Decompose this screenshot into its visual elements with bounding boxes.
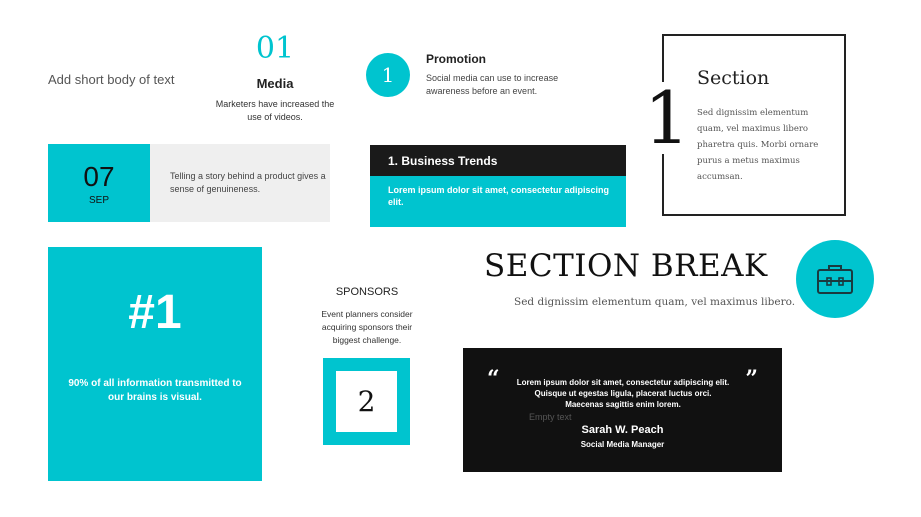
placeholder-text: Empty text [529,412,572,422]
testimonial-text: Lorem ipsum dolor sit amet, consectetur adipiscing elit. Quisque ut egestas ligula, placerat luctus orci. Maecenas sagittis enim lorem. [516,378,730,409]
stat-text: 90% of all information transmitted to our brains is visual. [68,378,242,403]
promotion-number-circle: 1 [366,53,410,97]
promotion-body: Social media can use to increase awareness before an event. [426,73,559,96]
media-title: Media [256,76,294,91]
testimonial-role: Social Media Manager [580,440,665,449]
briefcase-icon [815,262,855,296]
sponsors-title: SPONSORS [335,286,399,298]
sponsors-body: Event planners consider acquiring sponsors their biggest challenge. [321,309,413,345]
date-badge [48,144,150,222]
section-break-subtitle: Sed dignissim elementum quam, vel maximus libero. [514,296,796,308]
open-quote-icon: “ [487,366,500,392]
section-number: 1 [640,82,694,154]
close-quote-icon: ” [745,366,758,392]
short-body-text: Add short body of text [48,72,175,87]
sponsors-number-box [323,358,410,445]
date-day: 07 [83,160,115,192]
stat-card [48,247,262,481]
stat-number: #1 [128,286,182,339]
briefcase-icon-circle [796,240,874,318]
section-title: Section [697,67,770,89]
date-description: Telling a story behind a product gives a sense of genuineness. [150,144,330,222]
media-number: 01 [255,31,295,66]
business-trends-title: 1. Business Trends [370,145,626,176]
testimonial-name: Sarah W. Peach [581,424,664,436]
media-body: Marketers have increased the use of videos. [215,99,335,122]
business-trends-body: Lorem ipsum dolor sit amet, consectetur adipiscing elit. [370,176,626,227]
testimonial-card [463,348,782,472]
sponsors-number: 2 [336,371,397,432]
section-break-title: SECTION BREAK [484,248,768,284]
section-body: Sed dignissim elementum quam, vel maximus libero pharetra quis. Morbi ornare purus a metus maximus accumsan. [697,108,819,182]
date-month: SEP [88,194,109,206]
promotion-title: Promotion [426,52,486,66]
